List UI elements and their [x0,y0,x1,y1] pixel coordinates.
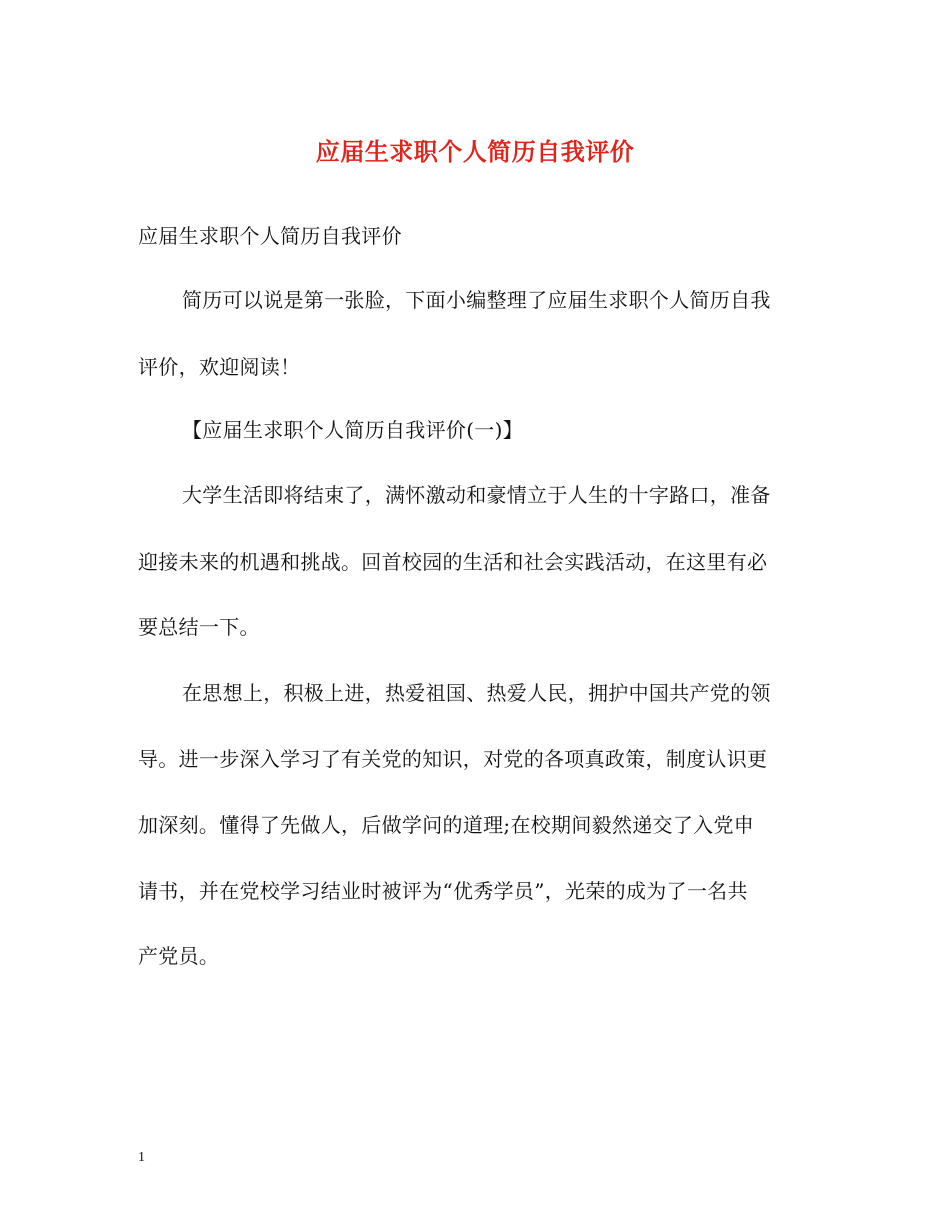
body-line: 迎接未来的机遇和挑战。回首校园的生活和社会实践活动，在这里有必 [138,550,768,574]
body-line: 加深刻。懂得了先做人，后做学问的道理;在校期间毅然递交了入党申 [138,813,755,837]
body-line: 在思想上，积极上进，热爱祖国、热爱人民，拥护中国共产党的领 [182,681,771,705]
document-title: 应届生求职个人简历自我评价 [315,137,635,166]
section-heading: 【应届生求职个人简历自我评价(一)】 [182,418,524,442]
body-line: 请书，并在党校学习结业时被评为“优秀学员”，光荣的成为了一名共 [138,879,748,903]
body-line: 评价，欢迎阅读！ [138,355,301,379]
body-line: 要总结一下。 [138,615,260,639]
subtitle-line: 应届生求职个人简历自我评价 [138,224,402,248]
body-line: 产党员。 [138,944,220,968]
body-line: 导。进一步深入学习了有关党的知识，对党的各项真政策，制度认识更 [138,747,768,771]
page-number: 1 [138,1150,145,1165]
body-line: 简历可以说是第一张脸，下面小编整理了应届生求职个人简历自我 [182,288,771,312]
body-line: 大学生活即将结束了，满怀激动和豪情立于人生的十字路口，准备 [182,483,771,507]
